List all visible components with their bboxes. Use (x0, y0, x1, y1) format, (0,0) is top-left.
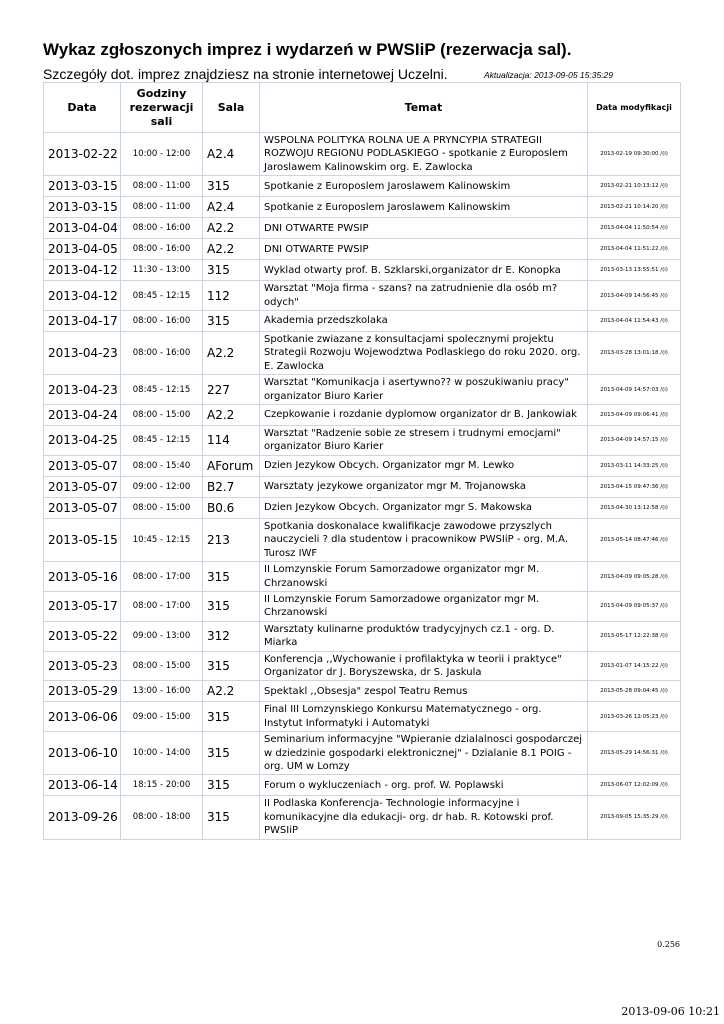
cell-modified: 2013-04-09 14:57:03 /(i) (588, 375, 681, 405)
cell-modified: 2013-04-09 09:05:37 /(i) (588, 591, 681, 621)
cell-room: B0.6 (203, 497, 260, 518)
cell-topic: Warsztat "Moja firma - szans? na zatrudnienie dla osób m?odych" (260, 281, 588, 311)
table-row (44, 591, 681, 621)
cell-hours: 08:45 - 12:15 (121, 426, 203, 456)
cell-modified: 2013-04-04 11:51:22 /(i) (588, 239, 681, 260)
cell-topic: Forum o wykluczeniach - org. prof. W. Poplawski (260, 775, 588, 796)
table-row (44, 497, 681, 518)
cell-date: 2013-03-15 (44, 197, 121, 218)
cell-topic: Spotkanie z Europoslem Jaroslawem Kalinowskim (260, 197, 588, 218)
cell-date: 2013-04-17 (44, 311, 121, 332)
table-row (44, 476, 681, 497)
cell-room: A2.2 (203, 332, 260, 375)
cell-date: 2013-05-29 (44, 681, 121, 702)
cell-modified: 2013-04-09 14:56:45 /(i) (588, 281, 681, 311)
table-row (44, 218, 681, 239)
cell-date: 2013-09-26 (44, 796, 121, 839)
cell-hours: 09:00 - 15:00 (121, 702, 203, 732)
cell-modified: 2013-05-14 08:47:46 /(i) (588, 518, 681, 561)
cell-date: 2013-05-07 (44, 476, 121, 497)
cell-date: 2013-05-15 (44, 518, 121, 561)
cell-modified: 2013-03-26 12:05:23 /(i) (588, 702, 681, 732)
cell-date: 2013-06-14 (44, 775, 121, 796)
cell-topic: Konferencja ,,Wychowanie i profilaktyka w teorii i praktyce" Organizator dr J. Boryszewska, dr S. Jaskula (260, 651, 588, 681)
cell-modified: 2013-04-30 13:12:58 /(i) (588, 497, 681, 518)
table-row (44, 260, 681, 281)
cell-modified: 2013-06-07 12:02:09 /(i) (588, 775, 681, 796)
cell-topic: II Lomzynskie Forum Samorzadowe organizator mgr M. Chrzanowski (260, 591, 588, 621)
table-row (44, 311, 681, 332)
cell-date: 2013-05-22 (44, 621, 121, 651)
cell-hours: 09:00 - 13:00 (121, 621, 203, 651)
cell-date: 2013-02-22 (44, 133, 121, 176)
cell-topic: Spektakl ,,Obsesja" zespol Teatru Remus (260, 681, 588, 702)
cell-date: 2013-03-15 (44, 176, 121, 197)
cell-topic: Dzien Jezykow Obcych. Organizator mgr M. Lewko (260, 455, 588, 476)
cell-room: 315 (203, 591, 260, 621)
cell-date: 2013-05-17 (44, 591, 121, 621)
cell-date: 2013-05-16 (44, 562, 121, 592)
cell-date: 2013-04-24 (44, 405, 121, 426)
cell-hours: 08:00 - 16:00 (121, 332, 203, 375)
cell-topic: Spotkania doskonalace kwalifikacje zawodowe przyszlych nauczycieli ? dla studentow i pracownikow PWSIiP - org. M.A. Turosz IWF (260, 518, 588, 561)
cell-date: 2013-06-06 (44, 702, 121, 732)
cell-topic: Spotkanie z Europoslem Jaroslawem Kalinowskim (260, 176, 588, 197)
cell-hours: 10:00 - 14:00 (121, 732, 203, 775)
column-header-topic: Temat (260, 83, 588, 133)
cell-date: 2013-04-12 (44, 281, 121, 311)
cell-hours: 08:00 - 15:00 (121, 405, 203, 426)
cell-date: 2013-06-10 (44, 732, 121, 775)
table-row (44, 562, 681, 592)
cell-hours: 08:00 - 16:00 (121, 239, 203, 260)
version-number: 0.256 (657, 940, 680, 949)
cell-date: 2013-04-23 (44, 332, 121, 375)
cell-date: 2013-04-05 (44, 239, 121, 260)
cell-date: 2013-05-07 (44, 497, 121, 518)
cell-room: 312 (203, 621, 260, 651)
cell-modified: 2013-04-15 09:47:36 /(i) (588, 476, 681, 497)
cell-date: 2013-04-04 (44, 218, 121, 239)
cell-modified: 2013-09-05 15:35:29 /(i) (588, 796, 681, 839)
cell-topic: Warsztat "Radzenie sobie ze stresem i trudnymi emocjami" organizator Biuro Karier (260, 426, 588, 456)
cell-modified: 2013-04-09 09:06:41 /(i) (588, 405, 681, 426)
table-row (44, 239, 681, 260)
events-table (43, 82, 681, 840)
cell-hours: 08:00 - 16:00 (121, 218, 203, 239)
cell-room: 315 (203, 311, 260, 332)
table-row (44, 702, 681, 732)
cell-room: A2.2 (203, 218, 260, 239)
table-row (44, 775, 681, 796)
cell-room: 315 (203, 796, 260, 839)
cell-topic: II Lomzynskie Forum Samorzadowe organizator mgr M. Chrzanowski (260, 562, 588, 592)
cell-hours: 08:00 - 18:00 (121, 796, 203, 839)
cell-hours: 09:00 - 12:00 (121, 476, 203, 497)
table-row (44, 197, 681, 218)
cell-topic: Warsztat "Komunikacja i asertywno?? w poszukiwaniu pracy" organizator Biuro Karier (260, 375, 588, 405)
column-header-hours: Godziny rezerwacji sali (121, 83, 203, 133)
cell-room: 112 (203, 281, 260, 311)
table-row (44, 281, 681, 311)
cell-hours: 08:00 - 17:00 (121, 562, 203, 592)
table-row (44, 518, 681, 561)
cell-room: A2.4 (203, 197, 260, 218)
cell-modified: 2013-02-19 09:30:00 /(i) (588, 133, 681, 176)
page-title: Wykaz zgłoszonych imprez i wydarzeń w PWSIiP (rezerwacja sal). (43, 40, 572, 59)
cell-hours: 08:00 - 11:00 (121, 197, 203, 218)
cell-topic: Warsztaty jezykowe organizator mgr M. Trojanowska (260, 476, 588, 497)
cell-room: 227 (203, 375, 260, 405)
cell-hours: 08:45 - 12:15 (121, 281, 203, 311)
cell-room: AForum (203, 455, 260, 476)
cell-date: 2013-05-23 (44, 651, 121, 681)
cell-room: 315 (203, 732, 260, 775)
cell-modified: 2013-05-17 12:22:38 /(i) (588, 621, 681, 651)
cell-room: 315 (203, 562, 260, 592)
cell-hours: 13:00 - 16:00 (121, 681, 203, 702)
cell-modified: 2013-04-04 11:50:54 /(i) (588, 218, 681, 239)
table-row (44, 455, 681, 476)
cell-hours: 08:00 - 15:00 (121, 497, 203, 518)
cell-topic: Warsztaty kulinarne produktów tradycyjnych cz.1 - org. D. Miarka (260, 621, 588, 651)
table-row (44, 405, 681, 426)
table-row (44, 133, 681, 176)
table-row (44, 681, 681, 702)
column-header-date: Data (44, 83, 121, 133)
cell-topic: Akademia przedszkolaka (260, 311, 588, 332)
cell-room: 213 (203, 518, 260, 561)
cell-topic: DNI OTWARTE PWSIP (260, 218, 588, 239)
cell-hours: 08:00 - 15:40 (121, 455, 203, 476)
cell-modified: 2013-02-21 10:14:20 /(i) (588, 197, 681, 218)
cell-room: A2.2 (203, 681, 260, 702)
cell-topic: Final III Lomzynskiego Konkursu Matematycznego - org. Instytut Informatyki i Automatyki (260, 702, 588, 732)
cell-modified: 2013-04-09 09:05:28 /(i) (588, 562, 681, 592)
print-timestamp: 2013-09-06 10:21 (621, 1005, 720, 1018)
cell-room: 315 (203, 176, 260, 197)
cell-modified: 2013-01-07 14:15:22 /(i) (588, 651, 681, 681)
table-row (44, 651, 681, 681)
cell-date: 2013-04-23 (44, 375, 121, 405)
cell-topic: Wyklad otwarty prof. B. Szklarski,organizator dr E. Konopka (260, 260, 588, 281)
table-body (44, 133, 681, 840)
cell-modified: 2013-05-28 09:04:45 /(i) (588, 681, 681, 702)
cell-topic: II Podlaska Konferencja- Technologie informacyjne i komunikacyjne dla edukacji- org. dr hab. R. Kotowski prof. PWSIiP (260, 796, 588, 839)
cell-date: 2013-05-07 (44, 455, 121, 476)
cell-topic: DNI OTWARTE PWSIP (260, 239, 588, 260)
cell-topic: Czepkowanie i rozdanie dyplomow organizator dr B. Jankowiak (260, 405, 588, 426)
table-row (44, 426, 681, 456)
cell-topic: WSPOLNA POLITYKA ROLNA UE A PRYNCYPIA STRATEGII ROZWOJU REGIONU PODLASKIEGO - spotkanie z Europoslem Jaroslawem Kalinowskim org. E. Zawlocka (260, 133, 588, 176)
cell-date: 2013-04-25 (44, 426, 121, 456)
cell-hours: 08:00 - 11:00 (121, 176, 203, 197)
cell-room: 315 (203, 260, 260, 281)
cell-hours: 08:00 - 17:00 (121, 591, 203, 621)
table-header-row (44, 83, 681, 133)
cell-modified: 2013-02-21 10:13:12 /(i) (588, 176, 681, 197)
cell-hours: 11:30 - 13:00 (121, 260, 203, 281)
cell-room: 315 (203, 702, 260, 732)
table-row (44, 176, 681, 197)
cell-hours: 08:45 - 12:15 (121, 375, 203, 405)
cell-modified: 2013-03-28 13:01:18 /(i) (588, 332, 681, 375)
table-row (44, 796, 681, 839)
table-row (44, 375, 681, 405)
cell-hours: 18:15 - 20:00 (121, 775, 203, 796)
cell-room: A2.4 (203, 133, 260, 176)
cell-modified: 2013-04-04 11:54:43 /(i) (588, 311, 681, 332)
cell-modified: 2013-04-09 14:57:15 /(i) (588, 426, 681, 456)
cell-modified: 2013-03-11 14:33:25 /(i) (588, 455, 681, 476)
cell-date: 2013-04-12 (44, 260, 121, 281)
cell-topic: Seminarium informacyjne "Wpieranie dzialalnosci gospodarczej w dziedzinie gospodarki elektronicznej" - Dzialanie 8.1 POIG - org. UM w Lomzy (260, 732, 588, 775)
cell-room: A2.2 (203, 405, 260, 426)
cell-hours: 10:00 - 12:00 (121, 133, 203, 176)
cell-topic: Spotkanie zwiazane z konsultacjami spolecznymi projektu Strategii Rozwoju Wojewodztwa Podlaskiego do roku 2020. org. E. Zawlocka (260, 332, 588, 375)
cell-modified: 2013-03-13 13:55:51 /(i) (588, 260, 681, 281)
column-header-room: Sala (203, 83, 260, 133)
update-timestamp: Aktualizacja: 2013-09-05 15:35:29 (484, 70, 614, 80)
cell-room: 315 (203, 651, 260, 681)
cell-room: 114 (203, 426, 260, 456)
page-subtitle: Szczegóły dot. imprez znajdziesz na stronie internetowej Uczelni. (43, 66, 448, 82)
cell-room: A2.2 (203, 239, 260, 260)
cell-room: B2.7 (203, 476, 260, 497)
cell-modified: 2013-05-29 14:56:31 /(i) (588, 732, 681, 775)
column-header-modified: Data modyfikacji (588, 83, 681, 133)
table-row (44, 332, 681, 375)
cell-topic: Dzien Jezykow Obcych. Organizator mgr S. Makowska (260, 497, 588, 518)
table-row (44, 621, 681, 651)
cell-hours: 10:45 - 12:15 (121, 518, 203, 561)
cell-hours: 08:00 - 16:00 (121, 311, 203, 332)
cell-room: 315 (203, 775, 260, 796)
cell-hours: 08:00 - 15:00 (121, 651, 203, 681)
table-row (44, 732, 681, 775)
